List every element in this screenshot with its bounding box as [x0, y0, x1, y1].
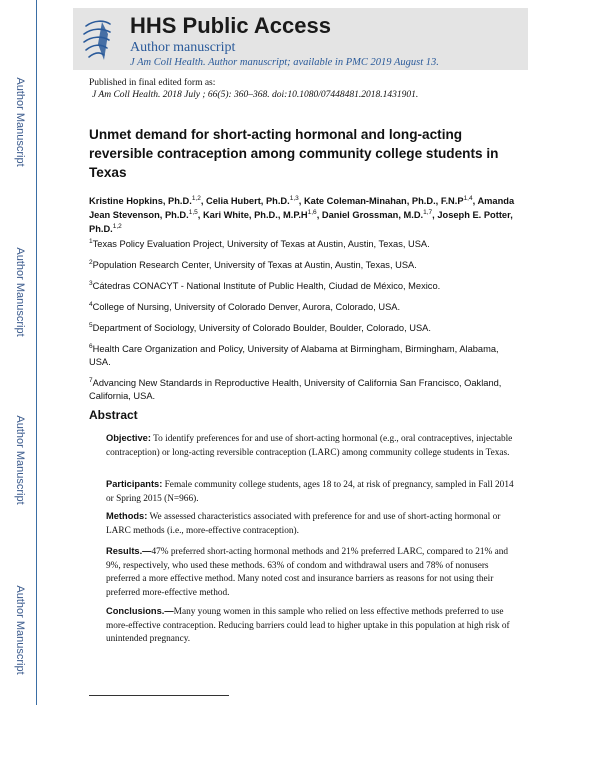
- author: Joseph E. Potter, Ph.D.$^{1,2}$: [89, 210, 513, 234]
- affiliation: $^3$Cátedras CONACYT - National Institute of Public Health, Ciudad de México, Mexico.: [89, 279, 441, 291]
- citation: J Am Coll Health. 2018 July ; 66(5): 360–368. doi:10.1080/07448481.2018.1431901.: [92, 90, 419, 100]
- affiliation: $^6$Health Care Organization and Policy, University of Alabama at Birmingham, Birmingham, Alabama, USA.: [89, 342, 499, 367]
- side-label-2: Author Manuscript: [14, 247, 26, 337]
- journal-availability: J Am Coll Health. Author manuscript; available in PMC 2019 August 13.: [130, 57, 439, 68]
- manuscript-label: Author manuscript: [130, 40, 236, 55]
- author: Kristine Hopkins, Ph.D.$^{1,2}$,: [89, 194, 207, 206]
- hhs-title: HHS Public Access: [130, 13, 331, 38]
- author: Amanda Jean Stevenson, Ph.D.$^{1,5}$,: [89, 196, 515, 220]
- abstract-results: Results.—47% preferred short-acting hormonal methods and 21% preferred LARC, compared to 21% and 9%, respectively, who used these methods. 63% of condom and withdrawal users and 78% of nonusers preferred a more effective method. Many noted cost and insurance barriers as reasons for not using their preferred more-effective method.: [106, 546, 508, 598]
- abstract-conclusions: Conclusions.—Many young women in this sample who relied on less effective methods preferred to use more-effective contraception. Reducing barriers could lead to higher uptake in this population at high risk of unintended pregnancy.: [106, 606, 510, 644]
- author: Daniel Grossman, M.D.$^{1,7}$,: [321, 208, 438, 220]
- abstract-participants: Participants: Female community college students, ages 18 to 24, at risk of pregnancy, sampled in Fall 2014 or Spring 2015 (N=966).: [106, 479, 514, 504]
- affiliation: $^4$College of Nursing, University of Colorado Denver, Aurora, Colorado, USA.: [89, 300, 401, 312]
- author: Kari White, Ph.D., $M.P.H^{1,6}$,: [202, 208, 322, 220]
- affiliation: $^2$Population Research Center, University of Texas at Austin, Austin, Texas, USA.: [89, 258, 417, 270]
- side-label-1: Author Manuscript: [14, 77, 26, 167]
- affiliation: $^1$Texas Policy Evaluation Project, University of Texas at Austin, Austin, Texas, USA.: [89, 237, 430, 249]
- margin-rule: [36, 0, 37, 705]
- author-list: [89, 194, 529, 236]
- author: Kate Coleman-Minahan, Ph.D., $F.N.P^{1,4}$,: [303, 194, 478, 206]
- author: Celia Hubert, Ph.D.$^{1,3}$,: [206, 194, 304, 206]
- abstract-heading: Abstract: [89, 408, 138, 422]
- article-title: Unmet demand for short-acting hormonal and long-acting reversible contraception among community college students in Texas: [89, 127, 499, 180]
- abstract-methods: Methods: We assessed characteristics associated with preference for and use of short-acting hormonal or LARC methods (i.e., more-effective contraception).: [106, 511, 501, 536]
- affiliation: $^7$Advancing New Standards in Reproductive Health, University of California San Francisco, Oakland, California, USA.: [89, 376, 502, 401]
- affiliation: $^5$Department of Sociology, University of Colorado Boulder, Boulder, Colorado, USA.: [89, 321, 431, 333]
- side-label-3: Author Manuscript: [14, 415, 26, 505]
- published-label: Published in final edited form as:: [89, 78, 216, 88]
- footnote-rule: [89, 695, 229, 696]
- side-label-4: Author Manuscript: [14, 585, 26, 675]
- abstract-objective: Objective: To identify preferences for and use of short-acting hormonal (e.g., oral contraceptives, injectable contraception) or long-acting reversible contraception (LARC) among community college students in Texas.: [106, 433, 513, 458]
- hhs-eagle-logo-icon: [80, 14, 114, 64]
